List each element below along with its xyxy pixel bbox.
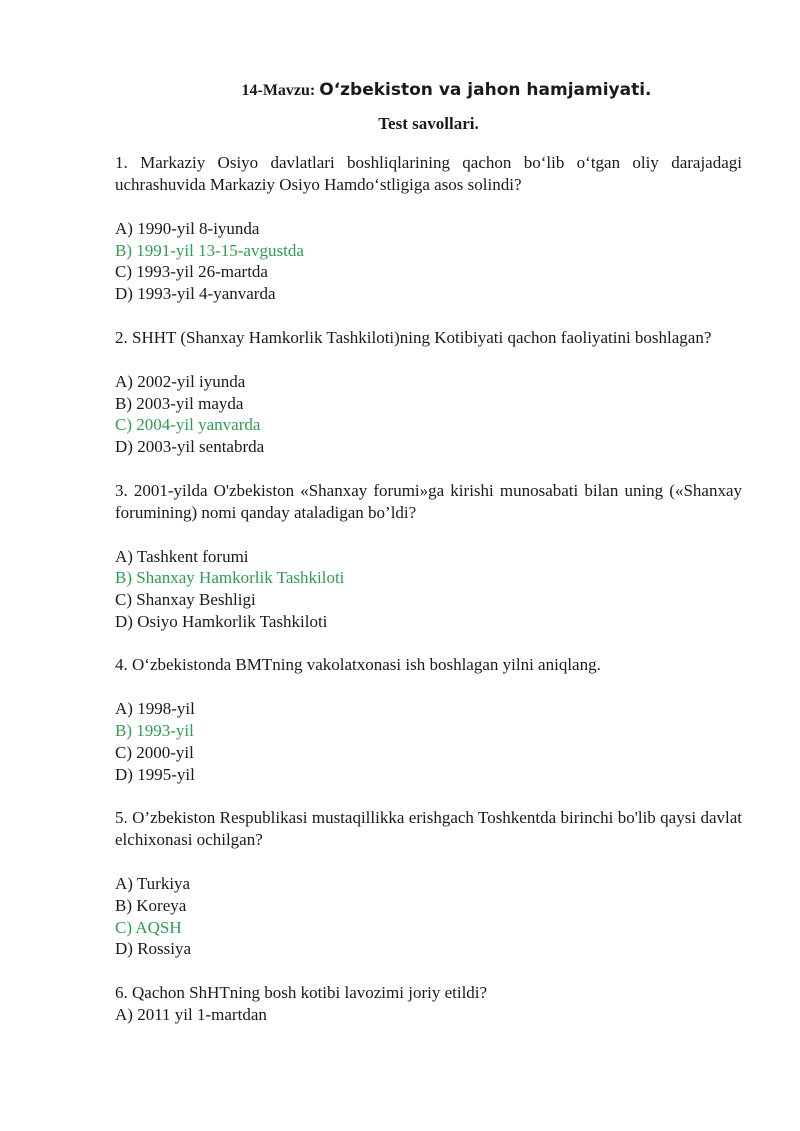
question-block: [115, 480, 742, 633]
answer-option: A) 2002-yil iyunda: [115, 371, 246, 391]
answer-option: C) 2000-yil: [115, 742, 194, 762]
answer-options: [115, 546, 742, 633]
question-block: [115, 327, 742, 458]
answer-option: D) Osiyo Hamkorlik Tashkiloti: [115, 611, 328, 631]
question-text: 4. O‘zbekistonda BMTning vakolatxonasi ish boshlagan yilni aniqlang.: [115, 655, 601, 675]
answer-option: B) 2003-yil mayda: [115, 393, 244, 413]
answer-option: D) Rossiya: [115, 939, 192, 959]
answer-option: A) 1998-yil: [115, 699, 195, 719]
question-text: 6. Qachon ShHTning bosh kotibi lavozimi joriy etildi?: [115, 983, 488, 1003]
answer-option: B) Koreya: [115, 895, 187, 915]
answer-option: A) 1990-yil 8-iyunda: [115, 219, 260, 238]
answer-option: A) Tashkent forumi: [115, 546, 249, 566]
topic-name: O‘zbekiston va jahon hamjamiyati.: [319, 80, 652, 100]
answer-option-correct: C) AQSH: [115, 917, 182, 937]
question-text: 2. SHHT (Shanxay Hamkorlik Tashkiloti)ning Kotibiyati qachon faoliyatini boshlagan?: [115, 327, 712, 347]
answer-option: A) Turkiya: [115, 874, 191, 894]
answer-options: [115, 371, 742, 458]
answer-options: [115, 698, 742, 785]
section-subtitle: Test savollari.: [378, 114, 479, 133]
answer-option-correct: C) 2004-yil yanvarda: [115, 415, 261, 435]
answer-option: C) Shanxay Beshligi: [115, 590, 256, 610]
answer-options: [115, 218, 742, 305]
answer-option-correct: B) 1991-yil 13-15-avgustda: [115, 240, 304, 260]
question-text: 3. 2001-yilda O'zbekiston «Shanxay forumi»ga kirishi munosabati bilan uning («Shanxay forumining) nomi qanday ataladigan bo’ldi?: [115, 480, 742, 522]
answer-option: D) 1995-yil: [115, 764, 195, 784]
question-block: [115, 982, 742, 1026]
question-block: [115, 152, 742, 305]
answer-option: C) 1993-yil 26-martda: [115, 262, 268, 282]
topic-prefix: 14-Mavzu:: [241, 82, 316, 99]
question-list: [115, 152, 742, 1026]
answer-option: D) 1993-yil 4-yanvarda: [115, 284, 276, 304]
answer-option: D) 2003-yil sentabrda: [115, 436, 265, 456]
answer-option-correct: B) Shanxay Hamkorlik Tashkiloti: [115, 568, 345, 588]
answer-options: [115, 873, 742, 960]
answer-option-correct: B) 1993-yil: [115, 721, 194, 741]
answer-option: A) 2011 yil 1-martdan: [115, 1005, 267, 1025]
question-block: [115, 654, 742, 785]
answer-options: [115, 1004, 742, 1026]
document-page: [115, 76, 742, 1048]
question-text: 1. Markaziy Osiyo davlatlari boshliqlarining qachon bo‘lib o‘tgan oliy darajadagi uchrashuvida Markaziy Osiyo Hamdo‘stligiga asos solindi?: [115, 153, 742, 194]
question-block: [115, 807, 742, 960]
question-text: 5. O’zbekiston Respublikasi mustaqillikka erishgach Toshkentda birinchi bo'lib qaysi davlat elchixonasi ochilgan?: [115, 808, 742, 850]
topic-title: [151, 76, 742, 104]
